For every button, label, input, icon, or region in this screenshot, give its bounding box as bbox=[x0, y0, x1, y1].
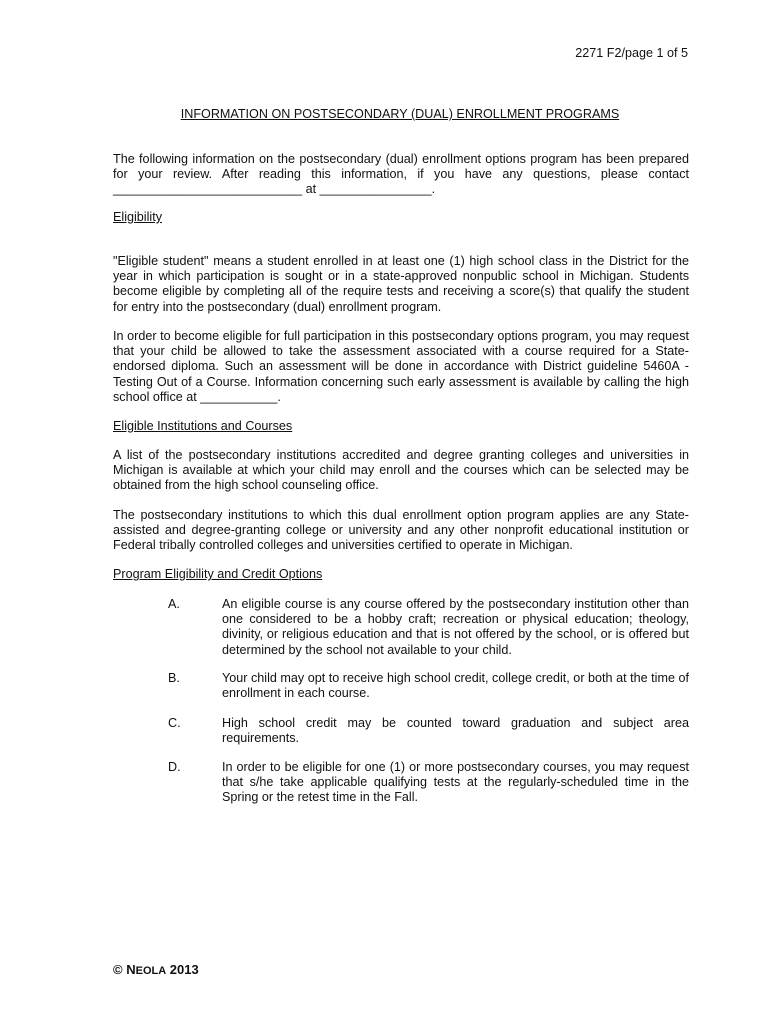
intro-paragraph: The following information on the postsecondary (dual) enrollment options program has been prepared for your review. After reading this information, if you have any questions, please contact ___________________________ at ________________. bbox=[113, 152, 689, 197]
document-title: INFORMATION ON POSTSECONDARY (DUAL) ENROLLMENT PROGRAMS bbox=[180, 107, 620, 121]
item-letter-a: A. bbox=[168, 597, 180, 611]
heading-program-eligibility: Program Eligibility and Credit Options bbox=[113, 567, 323, 581]
copyright-year: 2013 bbox=[169, 962, 199, 977]
item-letter-d: D. bbox=[168, 760, 181, 774]
heading-eligibility: Eligibility bbox=[113, 210, 162, 224]
copyright-footer bbox=[113, 962, 199, 977]
brand-initial: N bbox=[126, 962, 136, 977]
item-text-a: An eligible course is any course offered by the postsecondary institution other than one considered to be a hobby craft; recreation or physical education; theology, divinity, or religious education and that is not offered by the school, or is offered but determined by the school not available to your child. bbox=[222, 597, 689, 657]
page-number: 2271 F2/page 1 of 5 bbox=[575, 46, 688, 60]
item-text-b: Your child may opt to receive high school credit, college credit, or both at the time of enrollment in each course. bbox=[222, 671, 689, 701]
institutions-paragraph-2: The postsecondary institutions to which this dual enrollment option program applies are any State-assisted and degree-granting college or university and any other nonprofit educational institution or Federal tribally controlled colleges and universities certified to operate in Michigan. bbox=[113, 508, 689, 553]
item-text-d: In order to be eligible for one (1) or more postsecondary courses, you may request that s/he take applicable qualifying tests at the regularly-scheduled time in the Spring or the retest time in the Fall. bbox=[222, 760, 689, 805]
eligibility-paragraph-2: In order to become eligible for full participation in this postsecondary options program, you may request that your child be allowed to take the assessment associated with a course required for a State-endorsed diploma. Such an assessment will be done in accordance with District guideline 5460A - Testing Out of a Course. Information concerning such early assessment is available by calling the high school office at ___________. bbox=[113, 329, 689, 404]
eligibility-paragraph-1: "Eligible student" means a student enrolled in at least one (1) high school class in the District for the year in which participation is sought or in a state-approved nonpublic school in Michigan. Students become eligible by completing all of the require tests and receiving a score(s) that qualify the student for entry into the postsecondary (dual) enrollment program. bbox=[113, 254, 689, 314]
heading-institutions: Eligible Institutions and Courses bbox=[113, 419, 293, 433]
brand-rest: EOLA bbox=[135, 965, 167, 977]
item-letter-c: C. bbox=[168, 716, 181, 730]
item-letter-b: B. bbox=[168, 671, 180, 685]
institutions-paragraph-1: A list of the postsecondary institutions accredited and degree granting colleges and universities in Michigan is available at which your child may enroll and the courses which can be selected may be obtained from the high school counseling office. bbox=[113, 448, 689, 493]
item-text-c: High school credit may be counted toward graduation and subject area requirements. bbox=[222, 716, 689, 746]
copyright-symbol: © bbox=[113, 962, 123, 977]
